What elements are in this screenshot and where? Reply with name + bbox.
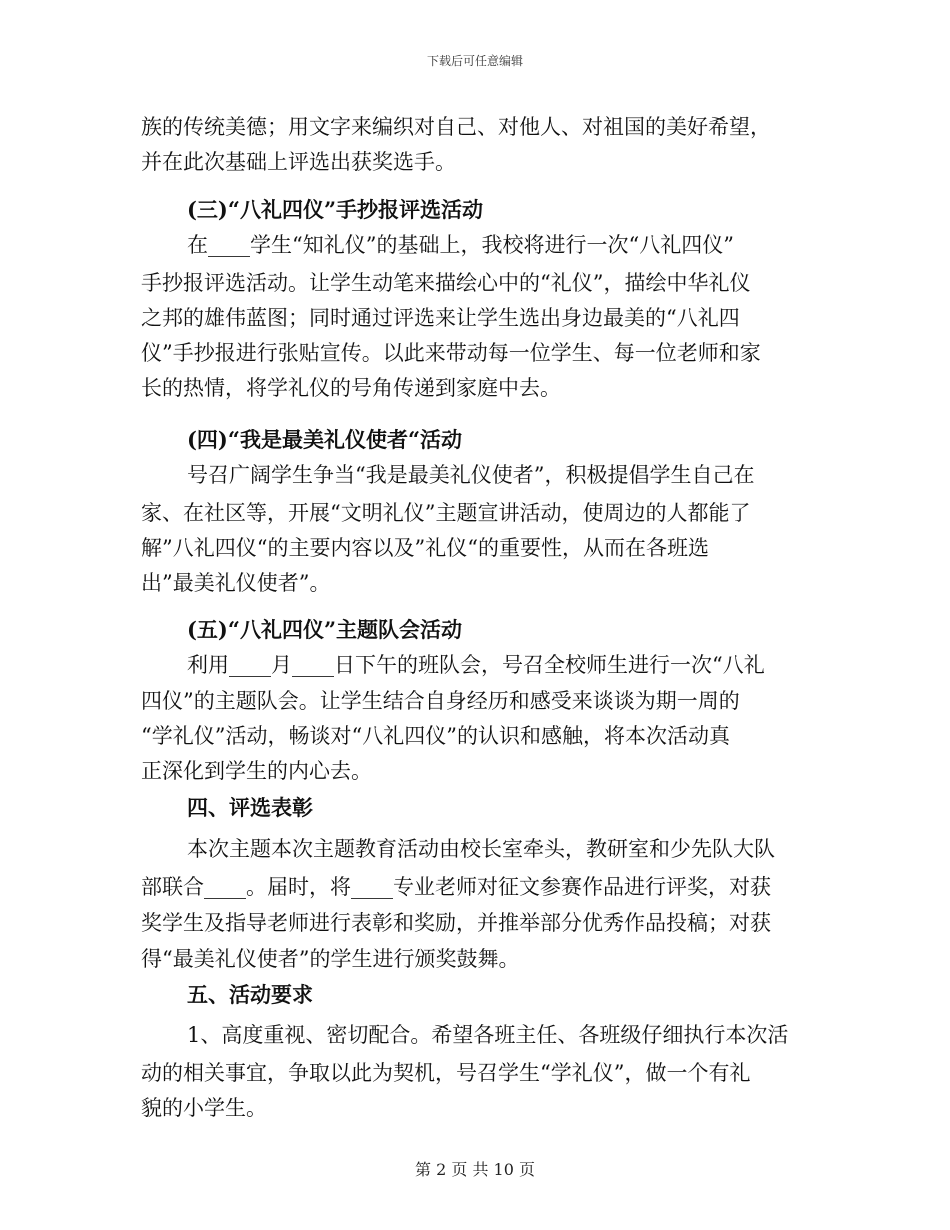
paragraph-line: 貌的小学生。: [141, 1096, 267, 1120]
section-heading: (五)“八礼四仪”主题队会活动: [187, 617, 463, 642]
paragraph-line: 在____学生“知礼仪”的基础上，我校将进行一次“八礼四仪”: [187, 233, 734, 257]
paragraph-line: 本次主题本次主题教育活动由校长室牵头，教研室和少先队大队: [187, 837, 775, 861]
paragraph-line: 四仪”的主题队会。让学生结合自身经历和感受来谈谈为期一周的: [141, 689, 740, 713]
paragraph-line: 正深化到学生的内心去。: [141, 759, 372, 783]
paragraph-line: 族的传统美德；用文字来编织对自己、对他人、对祖国的美好希望，: [141, 115, 771, 139]
section-heading: (三)“八礼四仪”手抄报评选活动: [187, 197, 484, 222]
paragraph-line: 动的相关事宜，争取以此为契机，号召学生“学礼仪”，做一个有礼: [141, 1061, 751, 1085]
page-footer: 第 2 页 共 10 页: [415, 1160, 535, 1179]
paragraph-line: 并在此次基础上评选出获奖选手。: [141, 150, 456, 174]
paragraph-line: 利用____月____日下午的班队会，号召全校师生进行一次“八礼: [187, 653, 765, 677]
paragraph-line: 奖学生及指导老师进行表彰和奖励，并推举部分优秀作品投稿；对获: [141, 911, 771, 935]
page-header: 下载后可任意编辑: [426, 54, 523, 68]
paragraph-line: 家、在社区等，开展“文明礼仪”主题宣讲活动，使周边的人都能了: [141, 501, 751, 525]
paragraph-line: 手抄报评选活动。让学生动笔来描绘心中的“礼仪”，描绘中华礼仪: [141, 271, 751, 295]
section-heading: (四)“我是最美礼仪使者“活动: [187, 427, 463, 452]
section-heading: 五、活动要求: [187, 982, 313, 1007]
paragraph-line: 仪”手抄报进行张贴宣传。以此来带动每一位学生、每一位老师和家: [141, 341, 761, 365]
paragraph-line: 长的热情，将学礼仪的号角传递到家庭中去。: [141, 376, 561, 400]
paragraph-line: “学礼仪”活动，畅谈对“八礼四仪”的认识和感触，将本次活动真: [141, 724, 730, 748]
paragraph-line: 解”八礼四仪“的主要内容以及”礼仪“的重要性，从而在各班选: [141, 536, 709, 560]
section-heading: 四、评选表彰: [187, 795, 313, 820]
paragraph-line: 号召广阔学生争当“我是最美礼仪使者”，积极提倡学生自己在: [187, 463, 755, 487]
paragraph-line: 部联合____。届时，将____专业老师对征文参赛作品进行评奖，对获: [141, 875, 771, 899]
paragraph-line: 得“最美礼仪使者”的学生进行颁奖鼓舞。: [141, 947, 520, 971]
paragraph-line: 出”最美礼仪使者”。: [141, 571, 331, 595]
paragraph-line: 之邦的雄伟蓝图；同时通过评选来让学生选出身边最美的“八礼四: [141, 306, 740, 330]
paragraph-line: 1、高度重视、密切配合。希望各班主任、各班级仔细执行本次活: [187, 1023, 789, 1047]
